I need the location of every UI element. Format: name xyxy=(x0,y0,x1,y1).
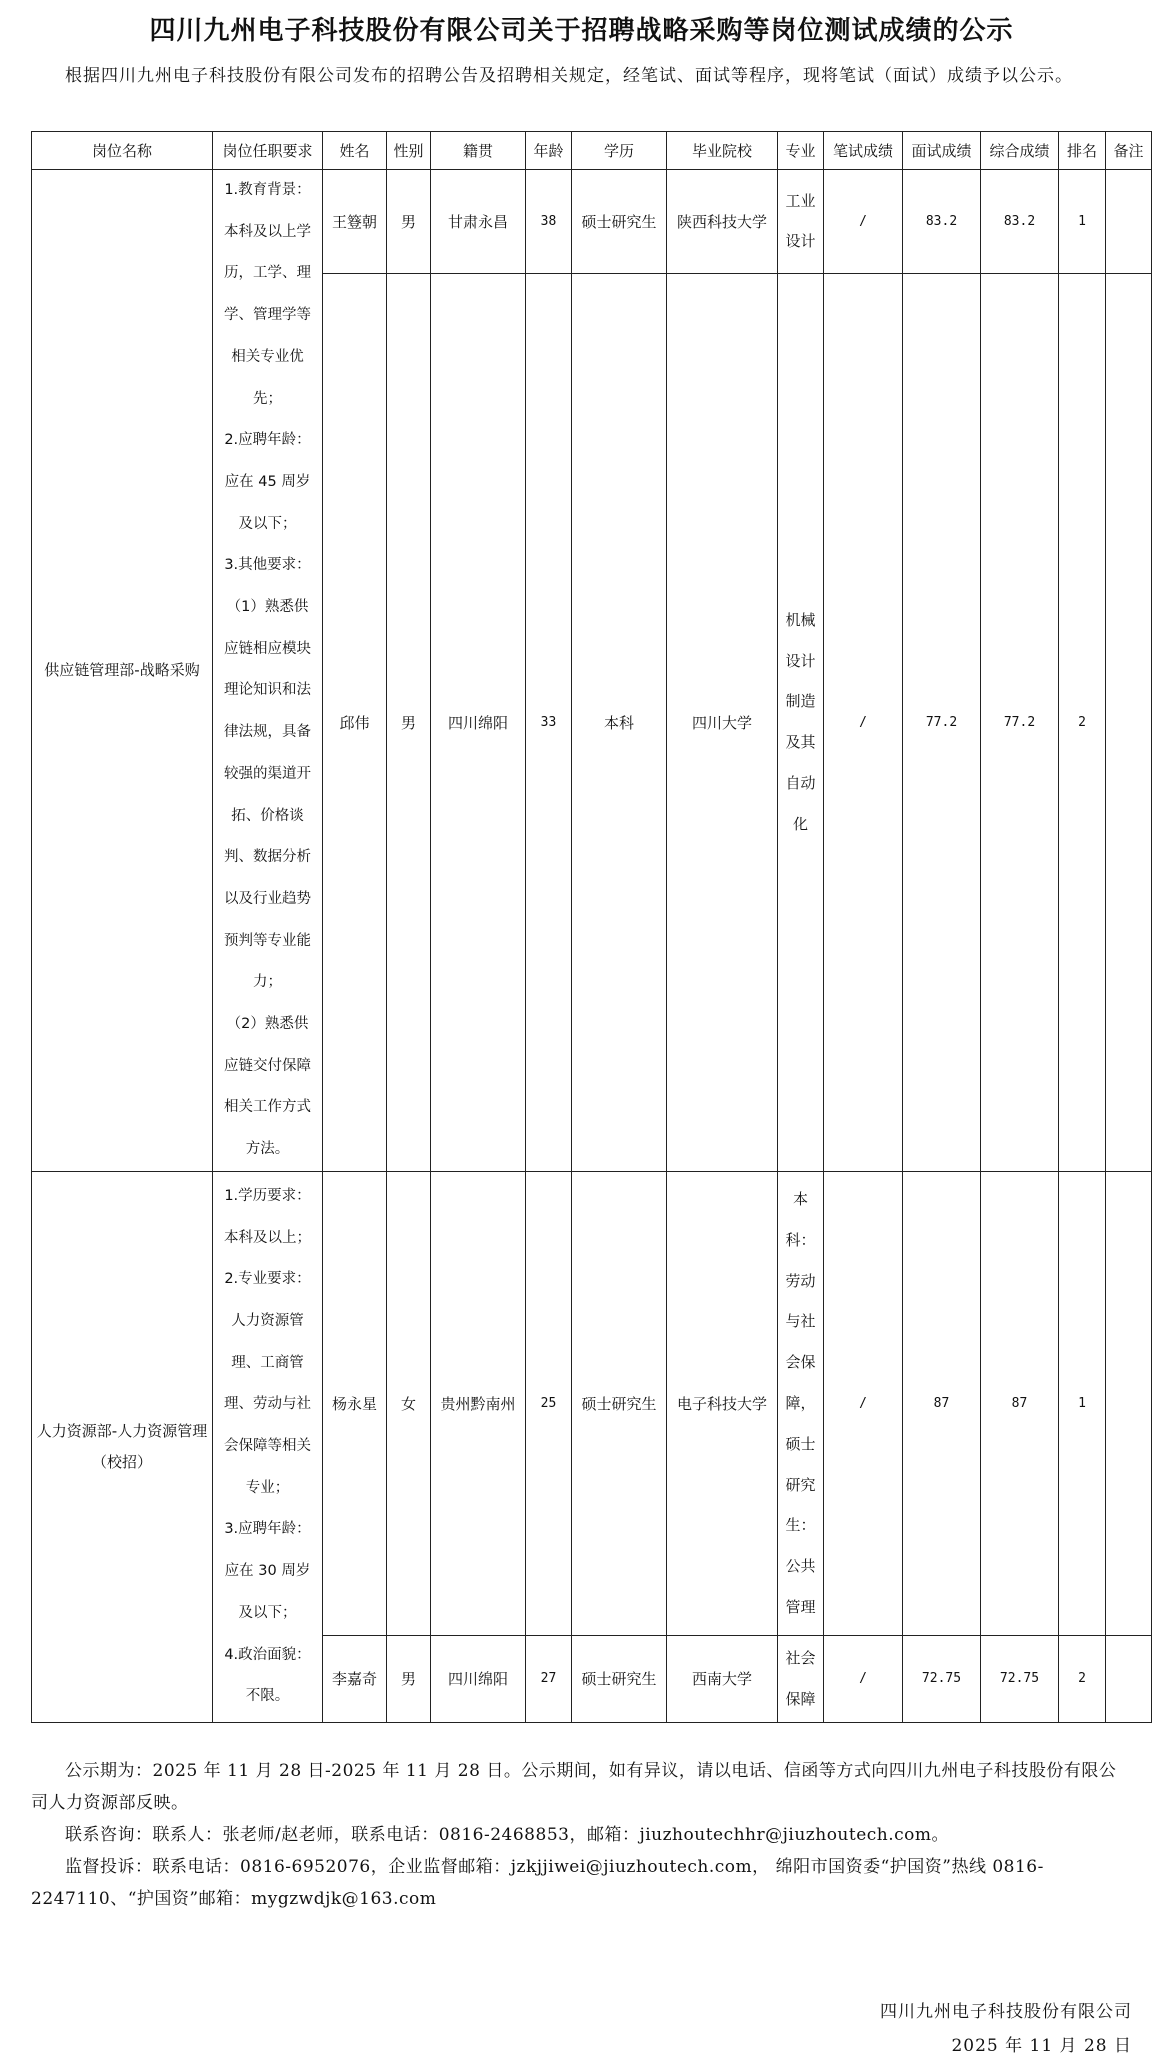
written-score: / xyxy=(824,1635,903,1722)
candidate-origin: 贵州黔南州 xyxy=(431,1171,526,1635)
candidate-origin: 四川绵阳 xyxy=(431,1635,526,1722)
candidate-major: 本 科： 劳动 与社 会保 障， 硕士 研究 生： 公共 管理 xyxy=(778,1171,824,1635)
rank: 1 xyxy=(1059,1171,1106,1635)
header-cell: 综合成绩 xyxy=(981,132,1059,170)
table-row xyxy=(32,1171,1152,1635)
written-score: / xyxy=(824,1171,903,1635)
candidate-age: 27 xyxy=(526,1635,572,1722)
signature-date: 2025 年 11 月 28 日 xyxy=(951,2036,1132,2056)
header-cell: 岗位名称 xyxy=(32,132,213,170)
candidate-name: 杨永星 xyxy=(323,1171,387,1635)
candidate-school: 四川大学 xyxy=(667,273,778,1171)
header-cell: 籍贯 xyxy=(431,132,526,170)
candidate-major: 机械 设计 制造 及其 自动 化 xyxy=(778,273,824,1171)
header-cell: 性别 xyxy=(387,132,431,170)
rank: 1 xyxy=(1059,170,1106,274)
header-cell: 备注 xyxy=(1106,132,1152,170)
header-cell: 毕业院校 xyxy=(667,132,778,170)
candidate-school: 西南大学 xyxy=(667,1635,778,1722)
written-score: / xyxy=(824,273,903,1171)
candidate-school: 陕西科技大学 xyxy=(667,170,778,274)
total-score: 77.2 xyxy=(981,273,1059,1171)
rank: 2 xyxy=(1059,273,1106,1171)
candidate-education: 本科 xyxy=(572,273,667,1171)
candidate-name: 李嘉奇 xyxy=(323,1635,387,1722)
interview-score: 77.2 xyxy=(903,273,981,1171)
candidate-age: 25 xyxy=(526,1171,572,1635)
intro-paragraph: 根据四川九州电子科技股份有限公司发布的招聘公告及招聘相关规定，经笔试、面试等程序，现将笔试（面试）成绩予以公示。 xyxy=(65,66,1073,86)
header-cell: 面试成绩 xyxy=(903,132,981,170)
note xyxy=(1106,170,1152,274)
note xyxy=(1106,1635,1152,1722)
total-score: 87 xyxy=(981,1171,1059,1635)
candidate-major: 工业 设计 xyxy=(778,170,824,274)
header-cell: 姓名 xyxy=(323,132,387,170)
candidate-name: 王簦朝 xyxy=(323,170,387,274)
candidate-gender: 女 xyxy=(387,1171,431,1635)
total-score: 83.2 xyxy=(981,170,1059,274)
position-requirements: 1.教育背景： 本科及以上学 历，工学、理 学、管理学等 相关专业优 先； 2.应聘年龄： 应在 45 周岁 及以下； 3.其他要求： （1）熟悉供 应链相应模块 理论知识和法 律法规，具备 较强的渠道开 拓、价格谈 判、数据分析 以及行业趋势 预判等专业能 力； （2）熟悉供 应链交付保障 相关工作方式 方法。 xyxy=(213,170,323,1172)
total-score: 72.75 xyxy=(981,1635,1059,1722)
header-cell: 学历 xyxy=(572,132,667,170)
candidate-name: 邱伟 xyxy=(323,273,387,1171)
position-name: 人力资源部-人力资源管理（校招） xyxy=(32,1171,213,1722)
note xyxy=(1106,273,1152,1171)
table-header-row xyxy=(32,132,1152,170)
candidate-origin: 四川绵阳 xyxy=(431,273,526,1171)
candidate-origin: 甘肃永昌 xyxy=(431,170,526,274)
written-score: / xyxy=(824,170,903,274)
candidate-age: 33 xyxy=(526,273,572,1171)
interview-score: 83.2 xyxy=(903,170,981,274)
rank: 2 xyxy=(1059,1635,1106,1722)
candidate-age: 38 xyxy=(526,170,572,274)
position-name: 供应链管理部-战略采购 xyxy=(32,170,213,1172)
header-cell: 专业 xyxy=(778,132,824,170)
publicity-period: 公示期为：2025 年 11 月 28 日-2025 年 11 月 28 日。公示期间，如有异议，请以电话、信函等方式向四川九州电子科技股份有限公司人力资源部反映。 xyxy=(31,1761,1117,1813)
interview-score: 87 xyxy=(903,1171,981,1635)
contact-info: 联系咨询：联系人：张老师/赵老师，联系电话：0816-2468853，邮箱：jiuzhoutechhr@jiuzhoutech.com。 xyxy=(65,1825,950,1845)
candidate-gender: 男 xyxy=(387,1635,431,1722)
company-name: 四川九州电子科技股份有限公司 xyxy=(880,2002,1132,2022)
candidate-gender: 男 xyxy=(387,273,431,1171)
scores-table xyxy=(31,131,1152,1723)
candidate-education: 硕士研究生 xyxy=(572,1171,667,1635)
candidate-gender: 男 xyxy=(387,170,431,274)
header-cell: 排名 xyxy=(1059,132,1106,170)
page-title: 四川九州电子科技股份有限公司关于招聘战略采购等岗位测试成绩的公示 xyxy=(149,16,1014,46)
signature-block xyxy=(880,1995,1132,2063)
candidate-major: 社会 保障 xyxy=(778,1635,824,1722)
table-row xyxy=(32,170,1152,274)
supervision-info: 监督投诉：联系电话：0816-6952076，企业监督邮箱：jzkjjiwei@jiuzhoutech.com， 绵阳市国资委“护国资”热线 0816-2247110、“护国资”邮箱：mygzwdjk@163.com xyxy=(31,1857,1044,1909)
header-cell: 岗位任职要求 xyxy=(213,132,323,170)
position-requirements: 1.学历要求： 本科及以上； 2.专业要求： 人力资源管 理、工商管 理、劳动与社 会保障等相关 专业； 3.应聘年龄： 应在 30 周岁 及以下； 4.政治面貌： 不限。 xyxy=(213,1171,323,1722)
candidate-school: 电子科技大学 xyxy=(667,1171,778,1635)
header-cell: 年龄 xyxy=(526,132,572,170)
footer-notes xyxy=(31,1755,1132,1915)
candidate-education: 硕士研究生 xyxy=(572,170,667,274)
header-cell: 笔试成绩 xyxy=(824,132,903,170)
candidate-education: 硕士研究生 xyxy=(572,1635,667,1722)
note xyxy=(1106,1171,1152,1635)
interview-score: 72.75 xyxy=(903,1635,981,1722)
